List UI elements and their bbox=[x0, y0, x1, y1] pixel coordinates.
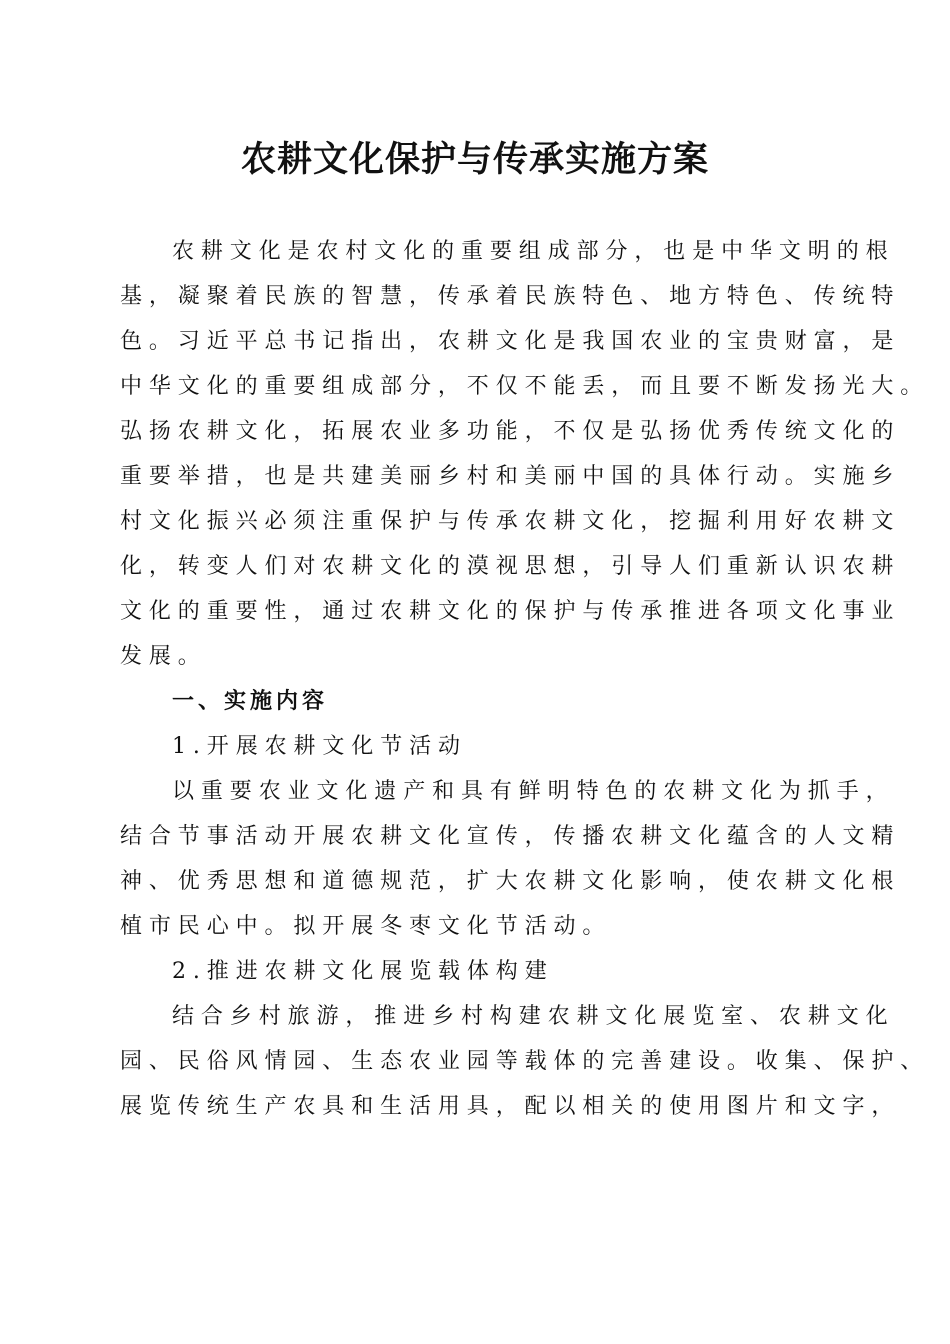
item-heading: 1.开展农耕文化节活动 bbox=[172, 734, 467, 759]
paragraph-line: 植市民心中。拟开展冬枣文化节活动。 bbox=[120, 914, 612, 939]
paragraph-line: 结合乡村旅游，推进乡村构建农耕文化展览室、农耕文化 bbox=[172, 1004, 895, 1029]
document-body bbox=[120, 229, 930, 1129]
paragraph-line: 展览传统生产农具和生活用具，配以相关的使用图片和文字， bbox=[120, 1094, 901, 1119]
paragraph-line: 弘扬农耕文化，拓展农业多功能，不仅是弘扬优秀传统文化的 bbox=[120, 419, 901, 444]
paragraph-line: 以重要农业文化遗产和具有鲜明特色的农耕文化为抓手， bbox=[172, 779, 895, 804]
document-title: 农耕文化保护与传承实施方案 bbox=[240, 139, 709, 180]
section-heading: 一、实施内容 bbox=[172, 689, 329, 714]
paragraph-line: 村文化振兴必须注重保护与传承农耕文化，挖掘利用好农耕文 bbox=[120, 509, 901, 534]
paragraph-line: 中华文化的重要组成部分，不仅不能丢，而且要不断发扬光大。 bbox=[120, 374, 930, 399]
paragraph-line: 重要举措，也是共建美丽乡村和美丽中国的具体行动。实施乡 bbox=[120, 464, 901, 489]
paragraph-line: 农耕文化是农村文化的重要组成部分，也是中华文明的根 bbox=[172, 239, 895, 264]
item-heading: 2.推进农耕文化展览载体构建 bbox=[172, 959, 554, 984]
paragraph-line: 色。习近平总书记指出，农耕文化是我国农业的宝贵财富，是 bbox=[120, 329, 901, 354]
paragraph-line: 神、优秀思想和道德规范，扩大农耕文化影响，使农耕文化根 bbox=[120, 869, 901, 894]
paragraph-line: 文化的重要性，通过农耕文化的保护与传承推进各项文化事业 bbox=[120, 599, 901, 624]
paragraph-line: 基，凝聚着民族的智慧，传承着民族特色、地方特色、传统特 bbox=[120, 284, 901, 309]
paragraph-line: 结合节事活动开展农耕文化宣传，传播农耕文化蕴含的人文精 bbox=[120, 824, 901, 849]
paragraph-line: 园、民俗风情园、生态农业园等载体的完善建设。收集、保护、 bbox=[120, 1049, 930, 1074]
paragraph-line: 化，转变人们对农耕文化的漠视思想，引导人们重新认识农耕 bbox=[120, 554, 901, 579]
paragraph-line: 发展。 bbox=[120, 644, 207, 669]
